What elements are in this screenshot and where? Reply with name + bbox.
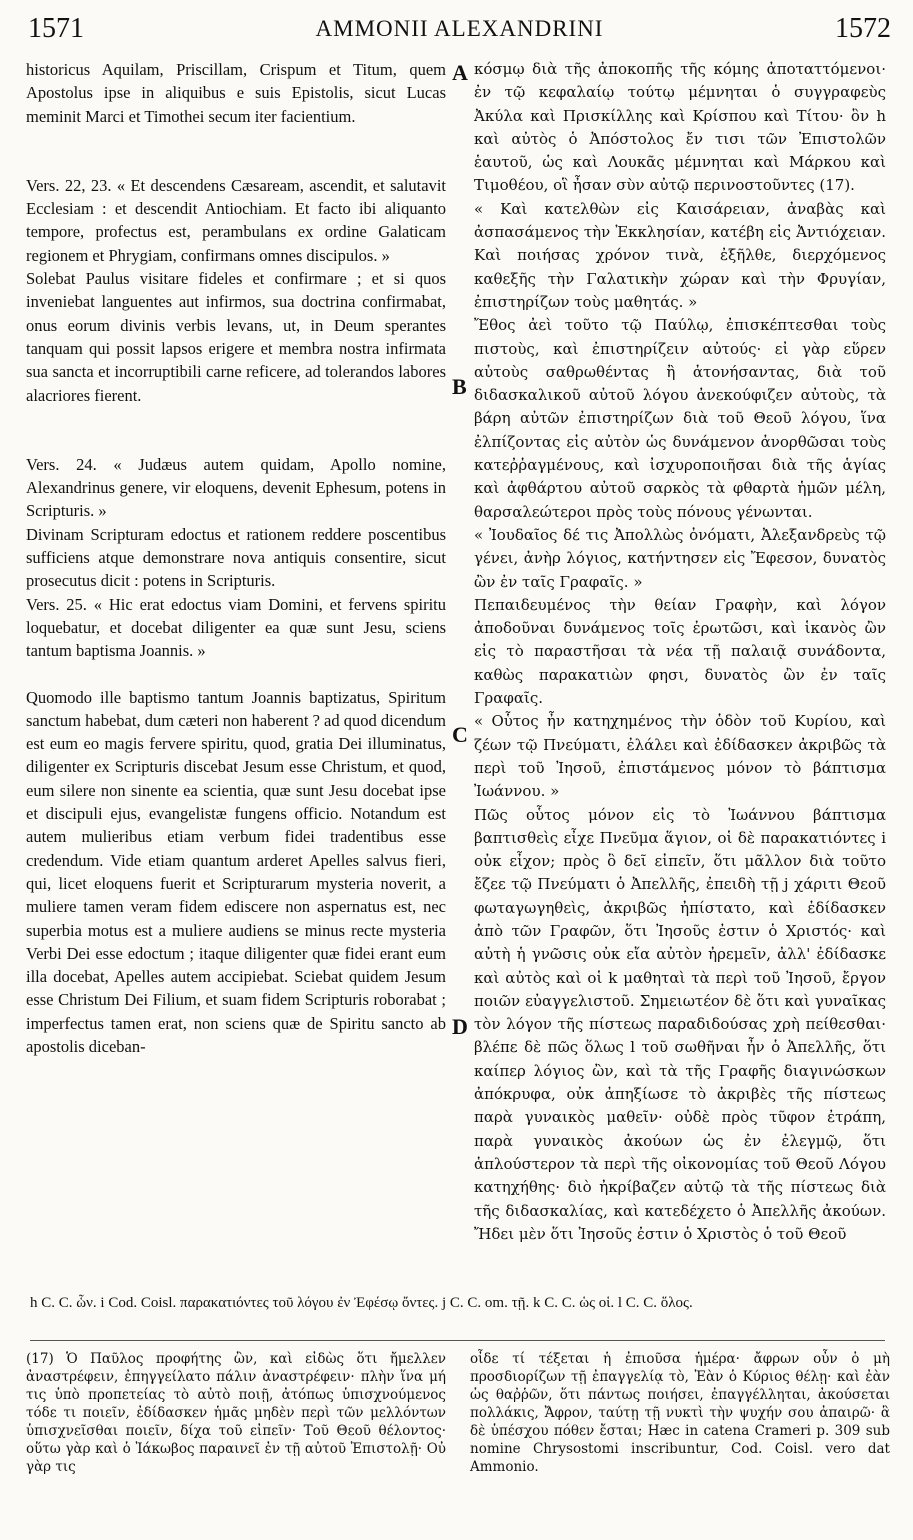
section-marker-c: C bbox=[452, 722, 468, 747]
latin-verse-22-23: Vers. 22, 23. « Et descendens Cæsaream, ascendit, et salutavit Ecclesiam : et descendit Antiochiam. Et facto ibi aliquanto tempore, profectus est, perambulans ex ordine Galaticam regionem et Phrygiam, confirmans omnes discipulos. » bbox=[26, 175, 446, 265]
section-marker-b: B bbox=[452, 374, 467, 399]
greek-paragraph: Ἔθος ἀεὶ τοῦτο τῷ Παύλῳ, ἐπισκέπτεσθαι τοὺς πιστοὺς, καὶ ἐπιστηρίζειν αὐτούς· εἰ γὰρ εὕρεν αὐτοὺς σαθρωθέντας ἢ ἀτονήσαντας, διὰ τοῦ διδασκαλικοῦ αὐτοῦ λόγου ἀνεκούφιζεν αὐτοὺς, τὰ βάρη αὐτῶν ἐπιστηρίζων διὰ τοῦ Θεοῦ λόγου, ἵνα ἐλπίζοντας εἰς αὐτὸν ὡς δυνάμενον ἀνορθῶσαι τοὺς κατεῤῥαγμένους, καὶ ἰσχυροποιῆσαι διὰ τῆς ἁγίας καὶ ἀφθάρτου αὐτοῦ σαρκὸς τὰ φθαρτὰ ἡμῶν μέλη, θαρσαλεώτεροι πρὸς τοὺς πόνους γένωνται. bbox=[474, 316, 886, 521]
section-marker-d: D bbox=[452, 1014, 468, 1039]
latin-verse-24: Vers. 24. « Judæus autem quidam, Apollo nomine, Alexandrinus genere, vir eloquens, devenit Ephesum, potens in Scripturis. » bbox=[26, 454, 446, 521]
page-number-right: 1572 bbox=[834, 13, 891, 44]
greek-paragraph: Πῶς οὗτος μόνον εἰς τὸ Ἰωάννου βάπτισμα βαπτισθεὶς εἶχε Πνεῦμα ἅγιον, οἱ δὲ παρακατιόντες i οὐκ εἶχον; πρὸς ὃ δεῖ εἰπεῖν, ὅτι μᾶλλον διὰ τοῦτο ἔζεε τῷ Πνεύματι ὁ Ἀπελλῆς, ἐπειδὴ τῇ j χάριτι Θεοῦ φωταγωγηθεὶς, ἀκριβῶς ἠπίστατο, καὶ ἐδίδασκεν ἀπὸ τῶν Γραφῶν, ὅτι Ἰησοῦς ἐστιν ὁ Χριστός· καὶ αὐτὴ ἡ γνῶσις οὐκ εἴα αὐτὸν ἠρεμεῖν, ἀλλ' ἐδίδασκε καὶ αὐτὸς καὶ οἱ k μαθηταὶ τὰ περὶ τοῦ Ἰησοῦ, ἔργον ποιῶν εὐαγγελιστοῦ. Σημειωτέον δὲ ὅτι καὶ γυναῖκας τὸν λόγον τῆς πίστεως παραδιδούσας χρὴ πείθεσθαι· βλέπε δὲ πῶς ὅλως l τοῦ σωθῆναι ἦν ὁ Ἀπελλῆς, ὅτι καίπερ λόγιος ὢν, καὶ τὰ τῆς Γραφῆς διαγινώσκων ἀπόκρυφα, οὐκ ἀπηξίωσε τὸ ἀκριβὲς τῆς πίστεως παρὰ γυναικὸς μαθεῖν· οὐδὲ πρὸς τῦφον ἐτράπη, παρὰ γυναικὸς ἀκούων ὡς ἐν ἐλεγμῷ, ὅτι ἁπλούστερον τὰ περὶ τῆς οἰκονομίας τοῦ Θεοῦ Λόγου κατηχήθης· διὸ ἠκρίβαζεν αὐτῷ τὰ τῆς πίστεως διὰ τῆς διδασκαλίας, καὶ κατεδέχετο ὁ Ἀπελλῆς ἀκούων. Ἤδει μὲν ὅτι Ἰησοῦς ἐστιν ὁ Χριστὸς ὁ τοῦ Θεοῦ bbox=[474, 805, 886, 1243]
greek-verse-22-23: « Καὶ κατελθὼν εἰς Καισάρειαν, ἀναβὰς καὶ ἀσπασάμενος τὴν Ἐκκλησίαν, κατέβη εἰς Ἀντιόχειαν. Καὶ ποιήσας χρόνον τινὰ, ἐξῆλθε, διερχόμενος καθεξῆς τὴν Γαλατικὴν χώραν καὶ τὴν Φρυγίαν, ἐπιστηρίζων τοὺς μαθητάς. » bbox=[474, 199, 886, 311]
section-marker-a: A bbox=[452, 60, 468, 85]
latin-paragraph: Solebat Paulus visitare fideles et confirmare ; et si quos inveniebat languentes aut infirmos, sua doctrina confirmabat, onus eorum divinis verbis levans, ut, in Deum sperantes tanquam qui possit lapsos erigere et membra nostra infirmata sua sancta et incorruptibili carne reficere, ad tolerandos labores alacriores fierent. bbox=[26, 269, 446, 405]
greek-paragraph: Πεπαιδευμένος τὴν θείαν Γραφὴν, καὶ λόγον ἀποδοῦναι δυνάμενος τοῖς ἐρωτῶσι, καὶ ἱκανὸς ὢν εἰς τὸ παραστῆσαι τὰ νέα τῇ παλαιᾷ συνάδοντα, καθὼς παρακατιὼν φησι, δυνατὸς ὢν ἐν ταῖς Γραφαῖς. bbox=[474, 595, 886, 708]
greek-verse-24: « Ἰουδαῖος δέ τις Ἀπολλὼς ὀνόματι, Ἀλεξανδρεὺς τῷ γένει, ἀνὴρ λόγιος, κατήντησεν εἰς Ἔφεσον, δυνατὸς ὢν ἐν ταῖς Γραφαῖς. » bbox=[474, 525, 886, 591]
footnote-left: (17) Ὁ Παῦλος προφήτης ὢν, καὶ εἰδὼς ὅτι ἤμελλεν ἀναστρέφειν, ἐπηγγείλατο πάλιν ἀναστρέφειν· πλὴν ἵνα μή τις ὑπὸ προπετείας τὸ αὐτὸ ποιῇ, ἀτόπως ὑπισχνούμενος τόδε τι ποιεῖν, ἐδίδασκεν ἡμᾶς μηδὲν περὶ τῶν μελλόντων ὑπισχνεῖσθαι ποιεῖν, δίχα τοῦ εἰπεῖν· Τοῦ Θεοῦ θέλοντος· οὕτω γὰρ καὶ ὁ Ἰάκωβος παραινεῖ ἐν τῇ αὐτοῦ Ἐπιστολῇ· Οὐ γὰρ τις bbox=[26, 1351, 446, 1475]
critical-apparatus: h C. C. ὧν. i Cod. Coisl. παρακατιόντες τοῦ λόγου ἐν Ἐφέσῳ ὄντες. j C. C. om. τῇ. k C. C. ὡς οἱ. l C. C. ὅλος. bbox=[30, 1295, 693, 1311]
latin-verse-25: Vers. 25. « Hic erat edoctus viam Domini, et fervens spiritu loquebatur, et docebat diligenter ea quæ sunt Jesu, sciens tantum baptisma Joannis. » bbox=[26, 594, 446, 661]
greek-column bbox=[474, 58, 886, 1246]
footnote-right: οἶδε τί τέξεται ἡ ἐπιοῦσα ἡμέρα· ἄφρων οὖν ὁ μὴ προσδιορίζων τῇ ἐπαγγελίᾳ τὸ, Ἐὰν ὁ Κύριος θέλῃ· καὶ ἐὰν ὡς θαῤῥῶν, ὅτι πάντως ποιήσει, ἐπαγγέλληται, ἀκούσεται πολλάκις, Ἄφρον, ταύτῃ τῇ νυκτὶ τὴν ψυχήν σου ἀπαιρῶ· ἃ δὲ ὑπέσχου πόθεν ἔσται; Hæc in catena Crameri p. 309 sub nomine Chrysostomi inscribuntur, Cod. Coisl. vero dat Ammonio. bbox=[470, 1351, 890, 1475]
latin-column bbox=[26, 58, 446, 1058]
running-header bbox=[28, 8, 891, 50]
latin-paragraph: Divinam Scripturam edoctus et rationem reddere poscentibus sufficiens atque demonstrare nova antiquis consentire, sicut prosecutus dicit : potens in Scripturis. bbox=[26, 524, 446, 591]
latin-paragraph: Quomodo ille baptismo tantum Joannis baptizatus, Spiritum sanctum habebat, dum cæteri non haberent ? ad quod dicendum est eum eo magis fervere spiritu, quod, gratia Dei illuminatus, diligenter ex Scripturis discebat Jesum esse Christum, et quod, eum silere non sinente ea scientia, quæ sunt Jesu docebat ipse et discipuli ejus, evangelistæ fungens officio. Notandum est autem mulieribus etiam verbum fidei tradentibus esse credendum. Vide etiam quantum arderet Apelles salvus fieri, qui, licet eloquens fuerit et Scripturarum mysteria noverit, a muliere tamen veram fidem ediscere non aspernatus est, nec superbia motus est a muliere audiens se minus recte mysteria Verbi Dei esse edoctum ; itaque diligenter quæ fidei erant eum illa docebat, Apelles autem accipiebat. Sciebat quidem Jesum esse Christum Dei Filium, et suam fidem Scripturis roborabat ; imperfectus tamen erat, non sciens quæ de Spiritu sancto ab apostolis diceban- bbox=[26, 687, 446, 1056]
greek-verse-25: « Οὗτος ἦν κατηχημένος τὴν ὁδὸν τοῦ Κυρίου, καὶ ζέων τῷ Πνεύματι, ἐλάλει καὶ ἐδίδασκεν ἀκριβῶς τὰ περὶ τοῦ Ἰησοῦ, ἐπιστάμενος μόνον τὸ βάπτισμα Ἰωάννου. » bbox=[474, 712, 886, 801]
latin-paragraph: historicus Aquilam, Priscillam, Crispum et Titum, quem Apostolus ipse in aliquibus e suis Epistolis, sicut Lucas meminit Marci et Timothei secum iter facientium. bbox=[26, 60, 446, 126]
page-title: AMMONII ALEXANDRINI bbox=[315, 16, 604, 41]
footnote-divider bbox=[30, 1340, 885, 1341]
page-number-left: 1571 bbox=[28, 13, 84, 44]
greek-paragraph: κόσμῳ διὰ τῆς ἀποκοπῆς τῆς κόμης ἀποταττόμενοι· ἐν τῷ κεφαλαίῳ τούτῳ μέμνηται ὁ συγγραφεὺς Ἀκύλα καὶ Πρισκίλλης καὶ Κρίσπου καὶ Τίτου· ὃν h καὶ αὐτὸς ὁ Ἀπόστολος ἔν τισι τῶν Ἐπιστολῶν ἑαυτοῦ, ὡς καὶ Λουκᾶς μέμνηται καὶ Μάρκου καὶ Τιμοθέου, οἳ ἦσαν σὺν αὐτῷ περινοστοῦντες (17). bbox=[474, 60, 886, 195]
